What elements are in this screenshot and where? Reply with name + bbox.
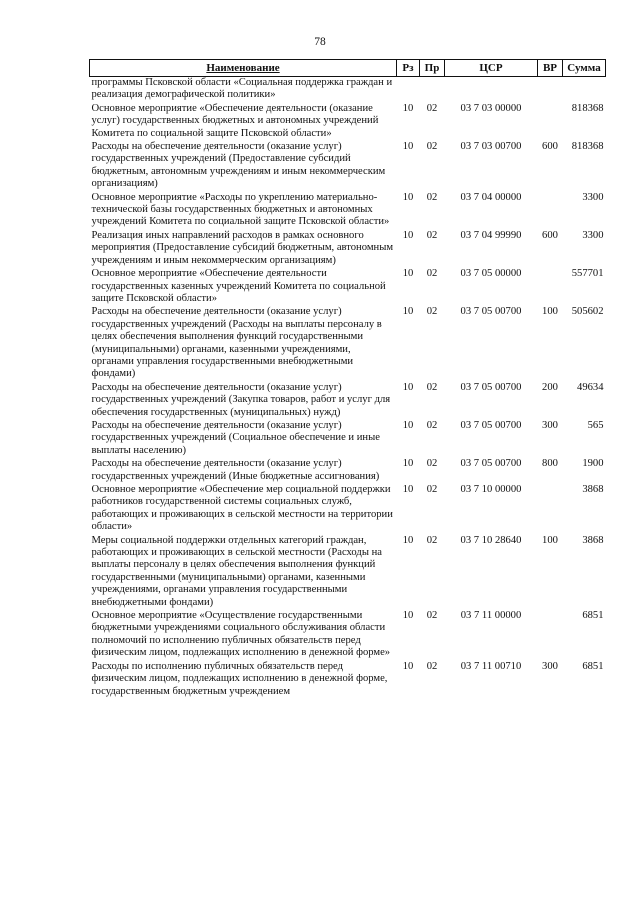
row-rz: 10 — [402, 306, 414, 318]
row-rz: 10 — [402, 102, 414, 114]
row-sum: 565 — [587, 419, 604, 431]
row-rz: 10 — [402, 229, 414, 241]
row-vr — [538, 192, 563, 230]
row-sum: 818368 — [571, 102, 604, 114]
table-body — [90, 77, 606, 699]
row-vr — [538, 484, 563, 535]
table-row — [90, 77, 606, 103]
table-row — [90, 192, 606, 230]
row-pr: 02 — [426, 419, 438, 431]
row-csr: 03 7 05 00700 — [460, 381, 522, 393]
row-rz: 10 — [402, 419, 414, 431]
row-name: Основное мероприятие «Обеспечение деятельности (оказание услуг) государственных бюджетных и автономных учреждений Комитета по социальной защите Псковской области» — [91, 102, 379, 139]
row-csr: 03 7 11 00000 — [460, 610, 522, 622]
row-rz: 10 — [402, 458, 414, 470]
row-pr: 02 — [426, 191, 438, 203]
table-row — [90, 141, 606, 192]
row-vr: 200 — [542, 381, 558, 393]
row-rz: 10 — [402, 191, 414, 203]
row-sum: 3300 — [582, 229, 604, 241]
row-csr: 03 7 10 00000 — [460, 484, 522, 495]
header-rz: Рз — [397, 60, 420, 77]
row-rz: 10 — [402, 610, 414, 622]
row-name: Расходы на обеспечение деятельности (оказание услуг) государственных учреждений (Расходы на выплаты персоналу в целях обеспечения выполнения функций государственными (муниципальными) органами, казенными учреждениями, органами управления государственными внебюджетными фондами) — [91, 306, 382, 380]
table-row — [90, 382, 606, 420]
table-row — [90, 661, 606, 699]
row-name: Расходы на обеспечение деятельности (оказание услуг) государственных учреждений (Предоставление субсидий бюджетным, автономным учреждениям и иным некоммерческим организациям) — [91, 141, 386, 190]
row-pr: 02 — [426, 306, 438, 318]
row-pr: 02 — [426, 458, 438, 470]
row-csr: 03 7 05 00700 — [460, 419, 522, 431]
row-name: программы Псковской области «Социальная поддержка граждан и реализация демографической политики» — [91, 77, 393, 101]
row-name: Расходы по исполнению публичных обязательств перед физическим лицом, подлежащих исполнению в денежной форме, государственным бюджетным учреждением — [91, 660, 388, 697]
row-csr: 03 7 04 00000 — [460, 191, 522, 203]
row-csr: 03 7 03 00000 — [460, 102, 522, 114]
row-sum — [563, 77, 606, 103]
row-pr: 02 — [426, 141, 438, 153]
table-row — [90, 268, 606, 306]
row-vr: 100 — [542, 534, 558, 546]
row-name: Меры социальной поддержки отдельных категорий граждан, работающих и проживающих в сельской местности (Расходы на выплаты персоналу в целях обеспечения выполнения функций государственными (муниципальными) органами, казенными учреждениями, органами управления государственными внебюджетными фондами) — [91, 534, 382, 608]
row-sum: 818368 — [571, 141, 604, 153]
row-csr: 03 7 05 00000 — [460, 268, 522, 280]
row-sum: 6851 — [582, 610, 604, 622]
row-sum: 49634 — [577, 381, 604, 393]
row-vr: 600 — [542, 141, 558, 153]
header-vr: ВР — [538, 60, 563, 77]
row-vr — [538, 77, 563, 103]
row-sum: 6851 — [582, 660, 604, 672]
row-name: Реализация иных направлений расходов в рамках основного мероприятия (Предоставление субсидий бюджетным, автономным учреждениям и иным некоммерческим организациям) — [91, 229, 394, 266]
row-sum: 557701 — [571, 268, 604, 280]
row-name: Основное мероприятие «Осуществление государственными бюджетными учреждениями социального обслуживания области полномочий по исполнению публичных обязательств перед физическим лицом, подлежащих исполнению в денежной форме» — [91, 610, 391, 659]
table-row — [90, 103, 606, 141]
row-rz: 10 — [402, 484, 414, 495]
table-row — [90, 420, 606, 458]
row-name: Расходы на обеспечение деятельности (оказание услуг) государственных учреждений (Закупка товаров, работ и услуг для обеспечения государственных (муниципальных) нужд) — [91, 381, 391, 418]
row-pr: 02 — [426, 660, 438, 672]
header-sum: Сумма — [563, 60, 606, 77]
table-header-row — [90, 60, 606, 77]
row-pr — [420, 77, 445, 103]
row-pr: 02 — [426, 610, 438, 622]
row-pr: 02 — [426, 268, 438, 280]
row-csr: 03 7 04 99990 — [460, 229, 522, 241]
row-vr — [538, 610, 563, 661]
row-vr — [538, 268, 563, 306]
row-csr: 03 7 05 00700 — [460, 306, 522, 318]
table-row — [90, 230, 606, 268]
budget-table — [89, 59, 606, 699]
row-csr — [445, 77, 538, 103]
row-rz — [397, 77, 420, 103]
row-pr: 02 — [426, 484, 438, 495]
table-row — [90, 535, 606, 610]
row-vr: 800 — [542, 458, 558, 470]
row-name: Расходы на обеспечение деятельности (оказание услуг) государственных учреждений (Иные бюджетные ассигнования) — [91, 458, 380, 482]
row-vr: 600 — [542, 229, 558, 241]
row-sum: 3868 — [582, 534, 604, 546]
row-sum: 1900 — [582, 458, 604, 470]
row-csr: 03 7 05 00700 — [460, 458, 522, 470]
row-sum: 3300 — [582, 191, 604, 203]
row-sum: 3868 — [582, 484, 604, 495]
header-name: Наименование — [90, 60, 397, 77]
row-name: Основное мероприятие «Обеспечение деятельности государственных казенных учреждений Комитета по социальной защите Псковской области» — [91, 268, 386, 304]
row-name: Основное мероприятие «Расходы по укреплению материально-технической базы государственных бюджетных и автономных учреждений Комитета по социальной защите Псковской области» — [91, 191, 390, 228]
row-pr: 02 — [426, 381, 438, 393]
row-sum: 505602 — [571, 306, 604, 318]
row-vr: 300 — [542, 419, 558, 431]
row-rz: 10 — [402, 141, 414, 153]
table-row — [90, 610, 606, 661]
table-row — [90, 458, 606, 484]
row-rz: 10 — [402, 268, 414, 280]
row-csr: 03 7 11 00710 — [460, 660, 522, 672]
row-pr: 02 — [426, 534, 438, 546]
row-rz: 10 — [402, 381, 414, 393]
row-name: Основное мероприятие «Обеспечение мер социальной поддержки работников государственной системы социальных служб, работающих и проживающих в сельской местности на территории области» — [91, 484, 393, 533]
row-vr: 100 — [542, 306, 558, 318]
page-number: 78 — [314, 36, 326, 48]
row-csr: 03 7 10 28640 — [460, 534, 522, 546]
header-pr: Пр — [420, 60, 445, 77]
table-row — [90, 306, 606, 381]
row-pr: 02 — [426, 102, 438, 114]
row-name: Расходы на обеспечение деятельности (оказание услуг) государственных учреждений (Социальное обеспечение и иные выплаты населению) — [91, 419, 380, 456]
table-row — [90, 484, 606, 535]
row-rz: 10 — [402, 660, 414, 672]
row-rz: 10 — [402, 534, 414, 546]
row-pr: 02 — [426, 229, 438, 241]
header-csr: ЦСР — [445, 60, 538, 77]
row-vr: 300 — [542, 660, 558, 672]
row-csr: 03 7 03 00700 — [460, 141, 522, 153]
row-vr — [538, 103, 563, 141]
